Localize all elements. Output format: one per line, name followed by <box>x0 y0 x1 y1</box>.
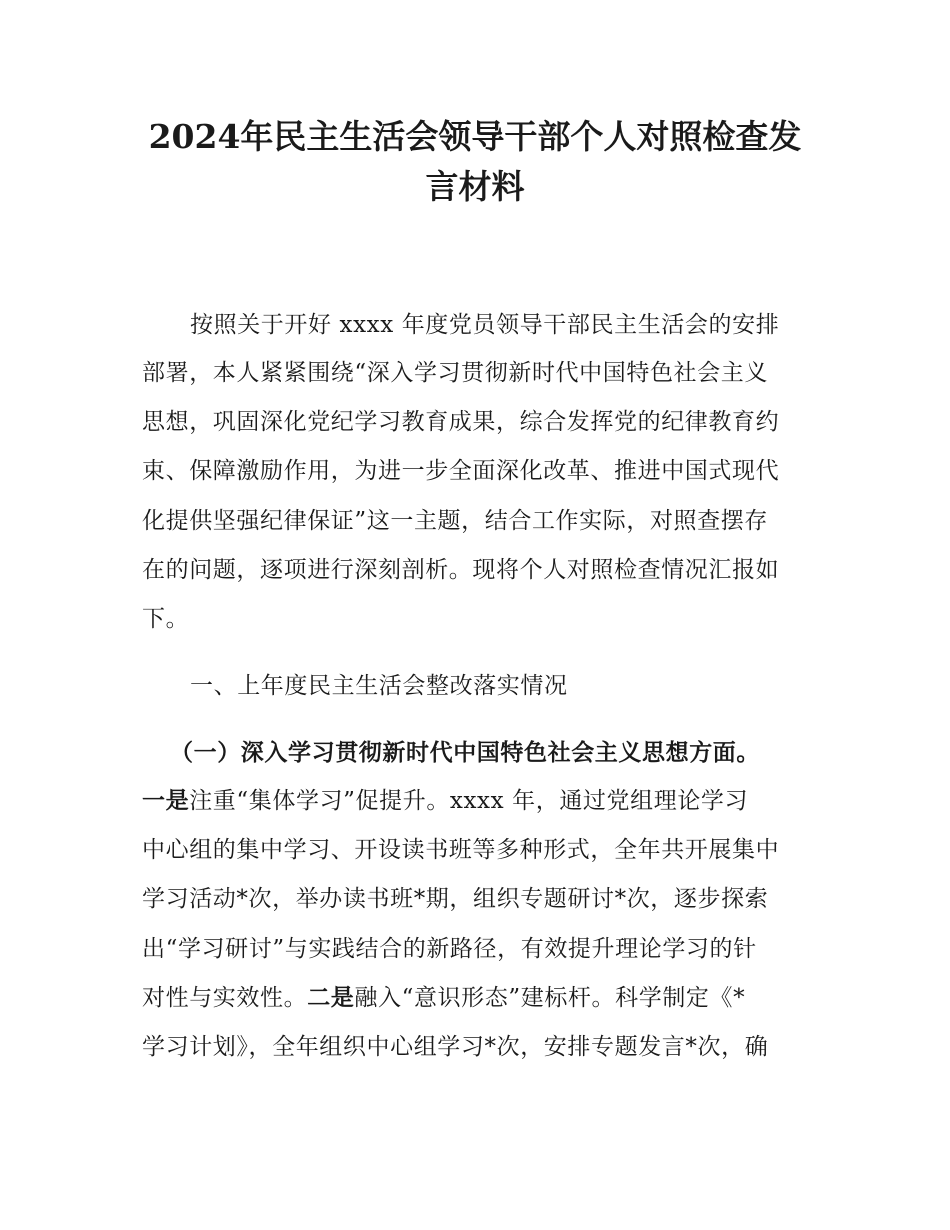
title-line-1: 2024年民主生活会领导干部个人对照检查发 <box>148 117 802 156</box>
body-line-4: 出“学习研讨”与实践结合的新路径，有效提升理论学习的针 <box>142 936 757 962</box>
body-line-2: 中心组的集中学习、开设读书班等多种形式，全年共开展集中 <box>142 837 780 863</box>
intro-line-5: 化提供坚强纪律保证”这一主题，结合工作实际，对照查摆存 <box>142 508 768 534</box>
intro-line-7: 下。 <box>142 606 190 632</box>
body-line-5-start: 对性与实效性。 <box>142 985 308 1011</box>
point-label-one: 一是 <box>142 788 190 814</box>
body-line-1-text: 注重“集体学习”促提升。xxxx 年，通过党组理论学习 <box>189 788 749 814</box>
body-line-6: 学习计划》，全年组织中心组学习*次，安排专题发言*次，确 <box>142 1034 769 1060</box>
point-label-two: 二是 <box>307 985 355 1011</box>
intro-line-1: 按照关于开好 xxxx 年度党员领导干部民主生活会的安排 <box>190 312 780 338</box>
body-line-3: 学习活动*次，举办读书班*期，组织专题研讨*次，逐步探索 <box>142 886 769 912</box>
intro-line-3: 思想，巩固深化党纪学习教育成果，综合发挥党的纪律教育约 <box>142 409 780 435</box>
title-line-2: 言材料 <box>425 167 525 206</box>
intro-line-4: 束、保障激励作用，为进一步全面深化改革、推进中国式现代 <box>142 458 780 484</box>
body-line-5 <box>142 983 822 1013</box>
intro-line-6: 在的问题，逐项进行深刻剖析。现将个人对照检查情况汇报如 <box>142 557 780 583</box>
subsection-heading-1: （一）深入学习贯彻新时代中国特色社会主义思想方面。 <box>170 740 760 766</box>
body-line-5-text: 融入“意识形态”建标杆。科学制定《* <box>354 985 746 1011</box>
section-heading-1: 一、上年度民主生活会整改落实情况 <box>190 673 568 699</box>
body-line-1 <box>142 786 822 816</box>
document-title <box>120 112 830 212</box>
intro-line-2: 部署，本人紧紧围绕“深入学习贯彻新时代中国特色社会主义 <box>142 360 768 386</box>
